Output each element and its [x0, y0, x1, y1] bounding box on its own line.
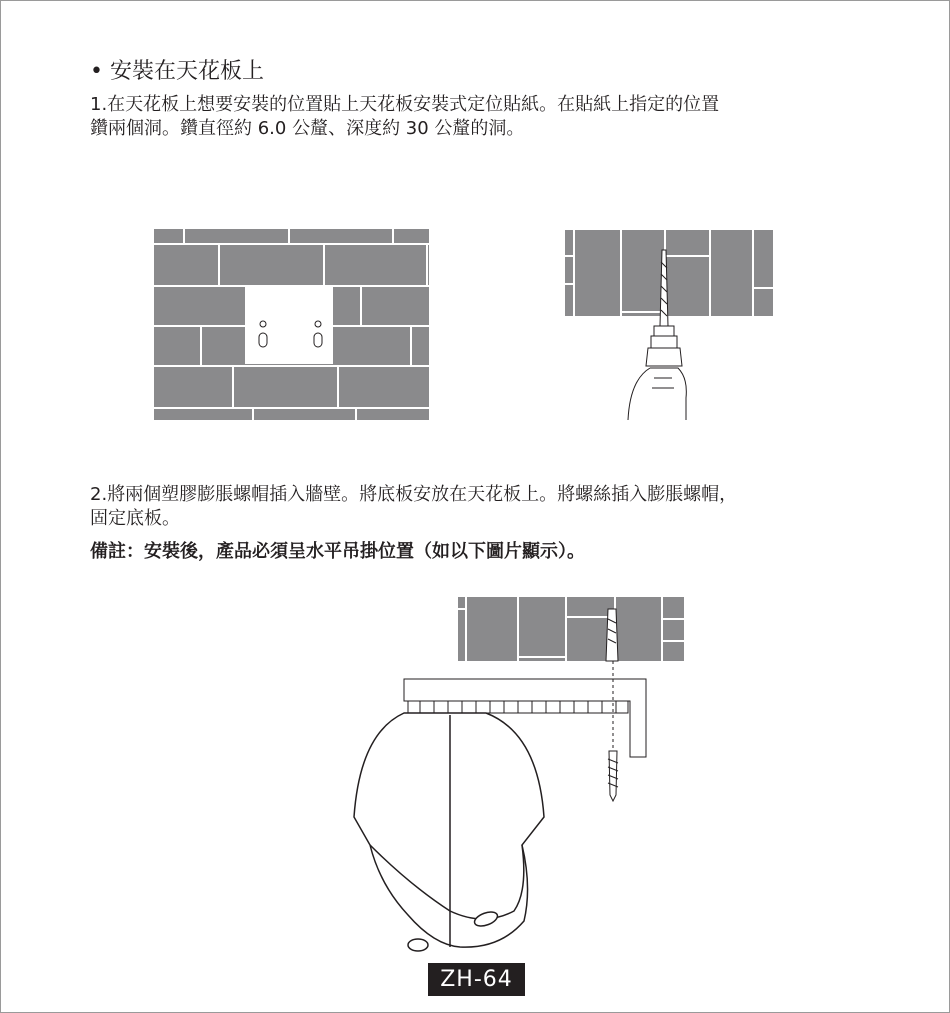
brick-ceiling-with-sticker-illustration [153, 228, 430, 421]
installation-note: 備註：安裝後，產品必須呈水平吊掛位置（如以下圖片顯示）。 [90, 541, 585, 562]
step-1-line-2: 鑽兩個洞。鑽直徑約 6.0 公釐、深度約 30 公釐的洞。 [90, 118, 525, 139]
ceiling-bricks [565, 230, 773, 316]
drill-into-ceiling-illustration [562, 228, 777, 423]
camera-icon [354, 713, 544, 951]
wall-anchor-icon [606, 609, 618, 661]
mount-ceiling-bricks [458, 597, 684, 661]
positioning-sticker [245, 287, 333, 364]
section-heading: • 安裝在天花板上 [90, 59, 264, 84]
step-1-line-1: 1.在天花板上想要安裝的位置貼上天花板安裝式定位貼紙。在貼紙上指定的位置 [90, 94, 720, 115]
step-1-text [90, 93, 880, 141]
camera-mount-with-screw-illustration [350, 595, 690, 957]
step-2-text [90, 483, 880, 531]
step-2-line-1: 2.將兩個塑膠膨脹螺帽插入牆壁。將底板安放在天花板上。將螺絲插入膨脹螺帽， [90, 484, 738, 505]
step-2-line-2: 固定底板。 [90, 508, 180, 529]
screw-icon [608, 751, 618, 801]
page-number: ZH-64 [428, 963, 525, 996]
